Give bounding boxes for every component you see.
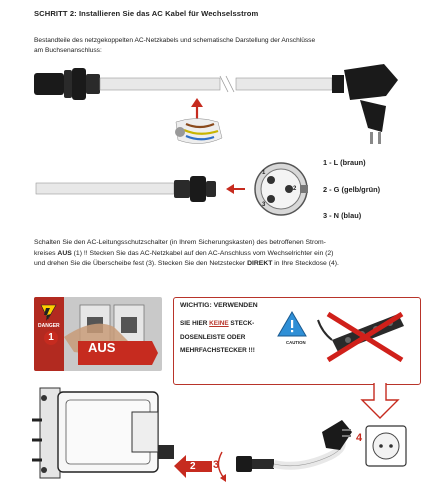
arrow-down-outline-icon — [362, 383, 398, 418]
connector-pin-3-label: 3 — [262, 202, 266, 208]
caution-label: CAUTION — [286, 340, 306, 345]
intro-line-2: am Buchsenanschluss: — [34, 46, 102, 54]
step-3-label: 3 — [213, 459, 220, 471]
connector-pin-2-label: 2 — [293, 186, 297, 192]
danger-label: DANGER — [38, 323, 60, 329]
warning-line-3: MEHRFACHSTECKER !!! — [180, 347, 255, 354]
instruction-line-1: Schalten Sie den AC-Leitungsschutzschalter (in Ihrem Sicherungskasten) des betroffenen Strom- — [34, 239, 326, 246]
warning-title: WICHTIG: VERWENDEN — [180, 302, 258, 309]
step-1-badge: 1 — [44, 331, 58, 345]
keine-emphasis: KEINE — [209, 320, 229, 327]
ac-plug-cable-illustration — [236, 420, 352, 472]
step-2-label: 2 — [190, 461, 196, 472]
page-title: SCHRITT 2: Installieren Sie das AC Kabel für Wechselsstrom — [34, 9, 259, 18]
legend-g-yellow-green: 2 - G (gelb/grün) — [323, 185, 381, 194]
wall-socket-illustration — [366, 426, 406, 466]
instruction-line-2: kreises AUS (1) !! Stecken Sie das AC-Netzkabel auf den AC-Anschluss vom Wechselrichter ein (2) — [34, 249, 334, 257]
direkt-emphasis: DIREKT — [247, 260, 273, 268]
legend-n-blue: 3 - N (blau) — [323, 211, 362, 220]
step-4-label: 4 — [356, 432, 363, 444]
microinverter-illustration — [32, 388, 174, 478]
warning-line-2: DOSENLEISTE ODER — [180, 333, 246, 341]
aus-emphasis: AUS — [57, 249, 72, 257]
legend-l-brown: 1 - L (braun) — [323, 158, 366, 167]
instruction-line-3: und drehen Sie die Überscheibe fest (3). Stecken Sie den Netzstecker DIREKT in Ihre Steckdose (4). — [34, 260, 339, 268]
intro-line-1: Bestandteile des netzgekoppelten AC-Netzkabels und schematische Darstellung der Anschlüsse — [34, 37, 316, 44]
rotate-icon — [218, 452, 224, 478]
connector-pin-1-label: 1 — [262, 170, 266, 176]
aus-label: AUS — [88, 340, 116, 355]
warning-line-1: SIE HIER KEINE STECK- — [180, 320, 255, 327]
